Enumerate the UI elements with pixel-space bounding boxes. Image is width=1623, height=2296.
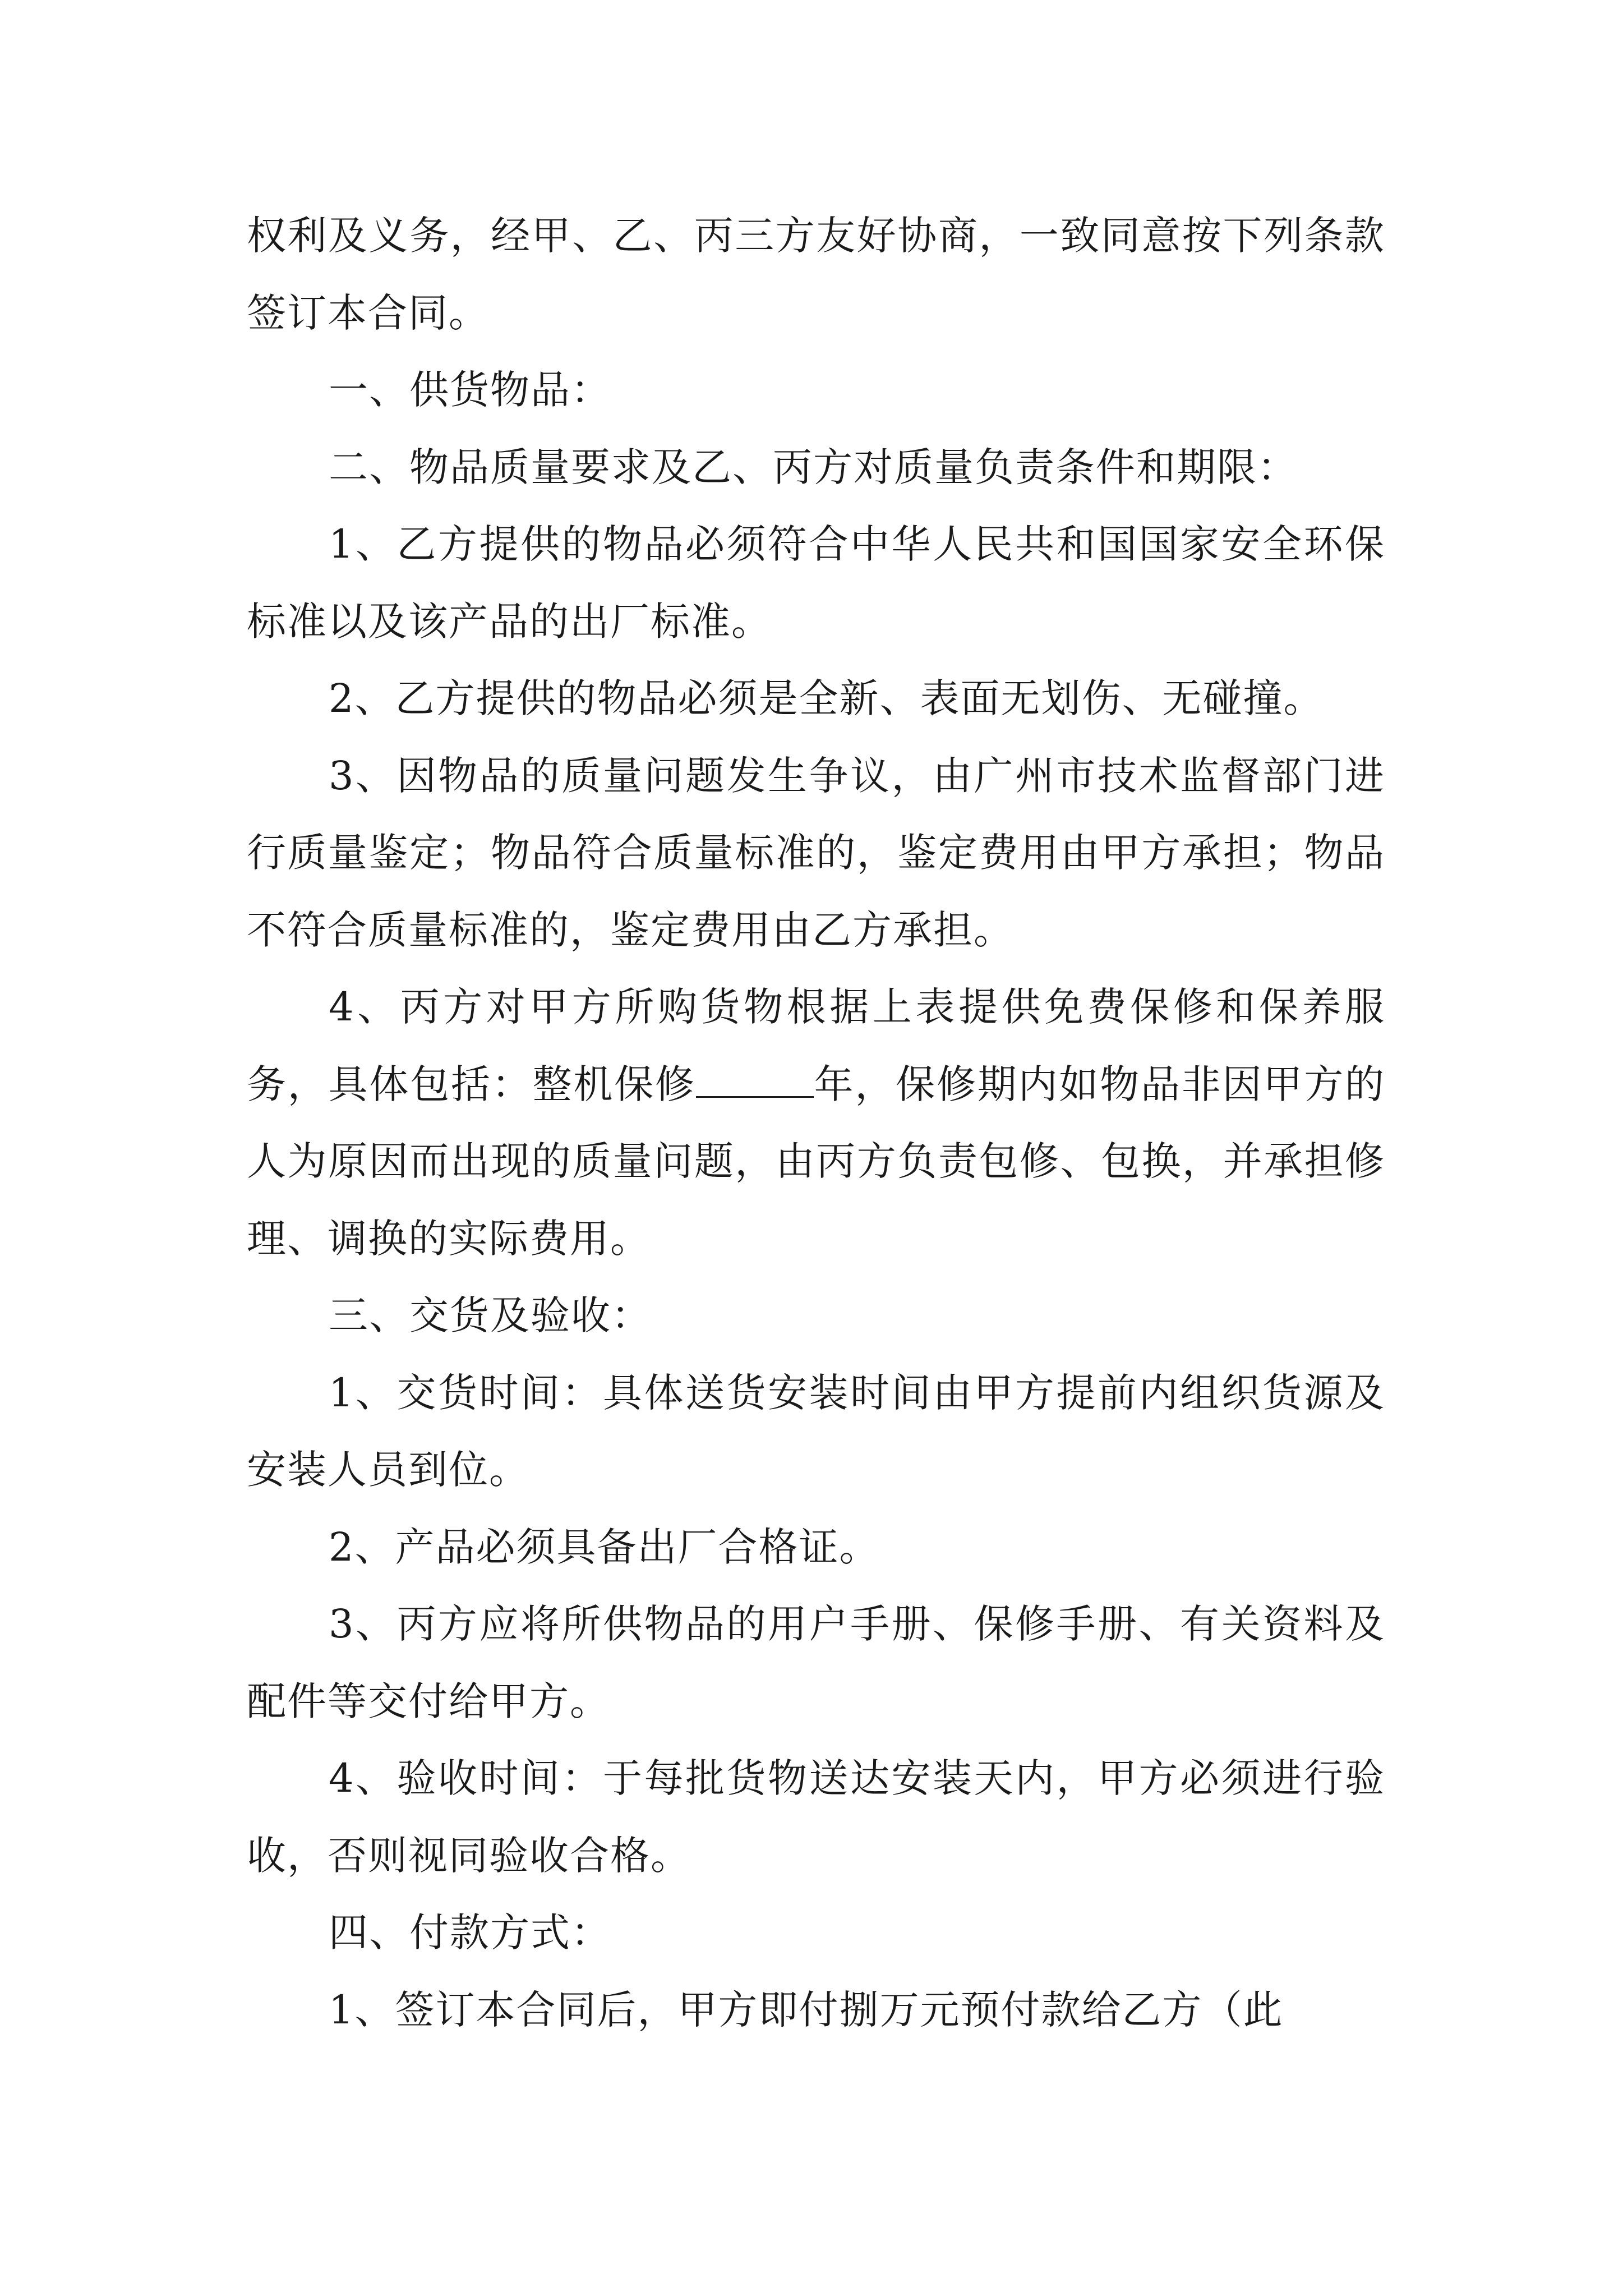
clause-delivery-3: 3、丙方应将所供物品的用户手册、保修手册、有关资料及配件等交付给甲方。 [247,1601,1385,1724]
clause-quality-4-text-after: 年，保修期内如物品非因甲方的人为原因而出现的质量问题，由丙方负责包修、包换，并承担修理、调换的实际费用。 [247,1061,1386,1262]
clause-quality-2: 2、乙方提供的物品必须是全新、表面无划伤、无碰撞。 [329,675,1324,721]
clause-quality-4 [247,969,1385,1277]
section-heading-delivery: 三、交货及验收： [329,1292,652,1338]
clause-delivery-1: 1、交货时间：具体送货安装时间由甲方提前内组织货源及安装人员到位。 [247,1369,1385,1493]
clause-delivery-2: 2、产品必须具备出厂合格证。 [329,1524,880,1570]
clause-quality-3: 3、因物品的质量问题发生争议，由广州市技术监督部门进行质量鉴定；物品符合质量标准的，鉴定费用由甲方承担；物品不符合质量标准的，鉴定费用由乙方承担。 [247,752,1385,953]
contract-body [247,197,1385,2049]
clause-quality-1: 1、乙方提供的物品必须符合中华人民共和国国家安全环保标准以及该产品的出厂标准。 [247,521,1385,645]
clause-payment-1: 1、签订本合同后，甲方即付捌万元预付款给乙方（此 [329,1986,1284,2033]
section-heading-supply-items: 一、供货物品： [329,367,611,413]
section-heading-quality: 二、物品质量要求及乙、丙方对质量负责条件和期限： [329,444,1298,490]
section-heading-payment: 四、付款方式： [329,1910,611,1955]
warranty-years-blank [696,1062,814,1098]
clause-delivery-4: 4、验收时间：于每批货物送达安装天内，甲方必须进行验收，否则视同验收合格。 [247,1755,1385,1879]
paragraph-rights-obligations: 权利及义务，经甲、乙、丙三方友好协商，一致同意按下列条款签订本合同。 [247,213,1385,336]
clause-quality-4-text-before: 4、丙方对甲方所购货物根据上表提供免费保修和保养服务，具体包括：整机保修 [247,984,1385,1107]
